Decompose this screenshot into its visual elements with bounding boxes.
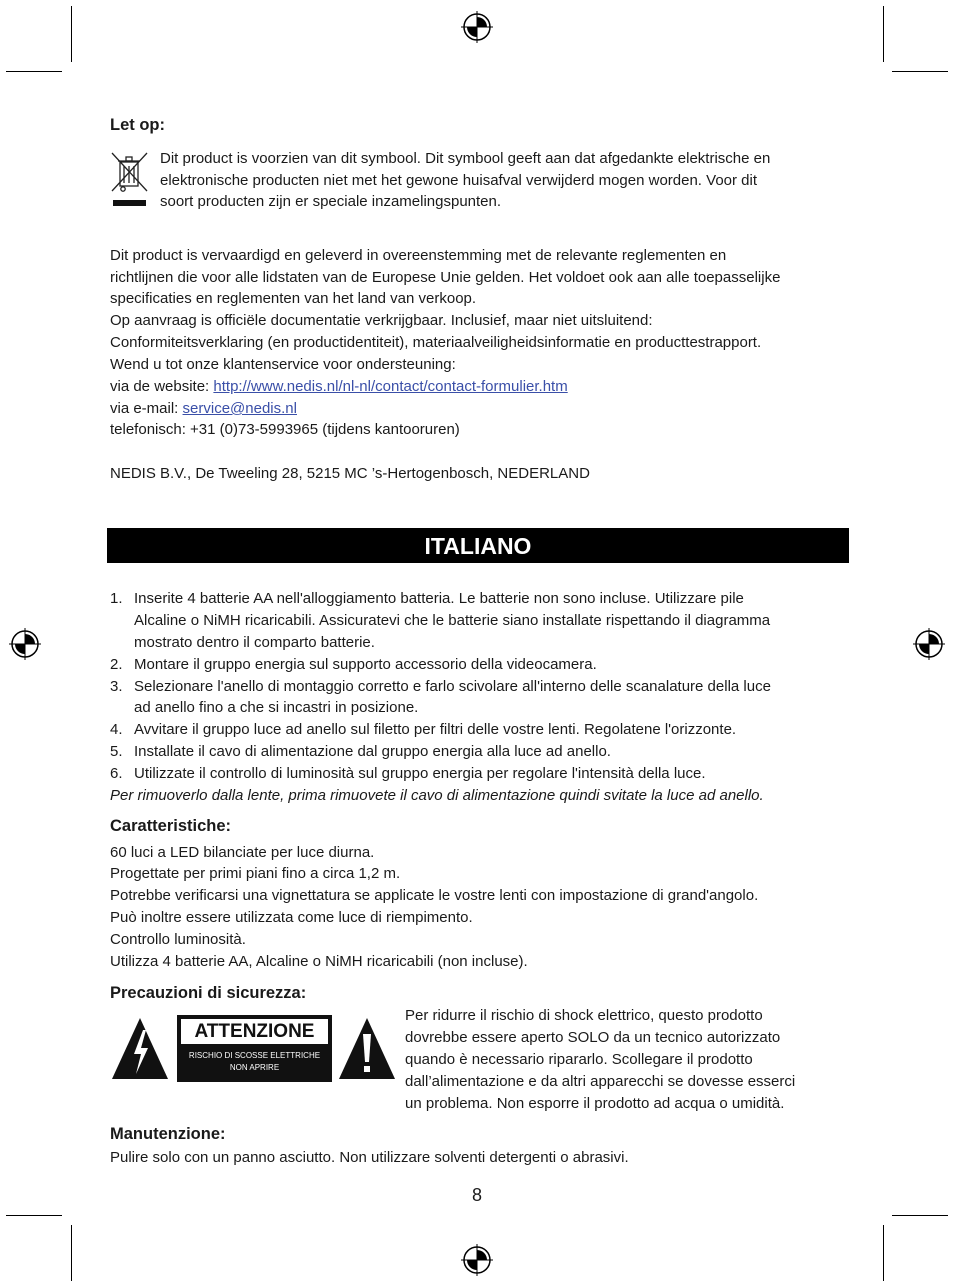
warning-line: NON APRIRE: [229, 1063, 280, 1072]
feature-line: 60 luci a LED bilanciate per luce diurna.: [110, 844, 375, 861]
safety-line: dall’alimentazione e da altri apparecchi se dovesse esserci: [405, 1073, 796, 1090]
trim-mark: [883, 6, 884, 62]
safety-line: quando è necessario ripararlo. Scollegare il prodotto: [405, 1051, 753, 1068]
weee-notice-line: soort producten zijn er speciale inzamelingspunten.: [160, 193, 502, 210]
safety-line: un problema. Non esporre il prodotto ad acqua o umidità.: [405, 1095, 785, 1112]
body-line: Dit product is vervaardigd en geleverd in overeenstemming met de relevante reglementen en: [110, 247, 727, 264]
electric-shock-warning-icon: [110, 1016, 170, 1081]
crossed-out-wheelie-bin-icon: [110, 150, 150, 210]
phone-line: telefonisch: +31 (0)73-5993965 (tijdens kantooruren): [110, 421, 460, 438]
list-text: Installate il cavo di alimentazione dal gruppo energia alla luce ad anello.: [134, 743, 611, 760]
general-warning-icon: [337, 1016, 397, 1081]
list-text: Avvitare il gruppo luce ad anello sul filetto per filtri delle vostre lenti. Regolatene l'orizzonte.: [134, 721, 737, 738]
section-heading-features: Caratteristiche:: [110, 817, 232, 835]
email-label: via e-mail:: [110, 400, 183, 417]
website-line: [110, 376, 568, 398]
email-line: [110, 398, 297, 420]
feature-line: Potrebbe verificarsi una vignettatura se applicate le vostre lenti con impostazione di grand'angolo.: [110, 887, 759, 904]
company-address: NEDIS B.V., De Tweeling 28, 5215 MC ’s-Hertogenbosch, NEDERLAND: [110, 465, 590, 482]
list-number: 1.: [110, 590, 123, 607]
weee-notice-line: elektronische producten niet met het gewone huisafval verwijderd mogen worden. Voor dit: [160, 172, 758, 189]
weee-notice-line: Dit product is voorzien van dit symbool. Dit symbool geeft aan dat afgedankte elektrische en: [160, 150, 771, 167]
list-number: 6.: [110, 765, 123, 782]
warning-label: [177, 1015, 332, 1082]
trim-mark: [6, 1215, 62, 1216]
registration-mark-icon: [9, 628, 41, 660]
section-heading-let-op: Let op:: [110, 116, 165, 134]
feature-line: Progettate per primi piani fino a circa 1,2 m.: [110, 865, 401, 882]
feature-line: Controllo luminosità.: [110, 931, 246, 948]
body-line: Op aanvraag is officiële documentatie verkrijgbaar. Inclusief, maar niet uitsluitend:: [110, 312, 653, 329]
list-number: 4.: [110, 721, 123, 738]
list-number: 5.: [110, 743, 123, 760]
trim-mark: [71, 1225, 72, 1281]
warning-title: ATTENZIONE: [181, 1019, 328, 1044]
trim-mark: [892, 71, 948, 72]
list-text: Selezionare l'anello di montaggio corretto e farlo scivolare all'interno delle scanalature della luce: [134, 678, 771, 695]
body-line: richtlijnen die voor alle lidstaten van de Europese Unie gelden. Het voldoet ook aan alle toepasselijke: [110, 269, 781, 286]
feature-line: Utilizza 4 batterie AA, Alcaline o NiMH ricaricabili (non incluse).: [110, 953, 528, 970]
safety-line: Per ridurre il rischio di shock elettrico, questo prodotto: [405, 1007, 763, 1024]
registration-mark-icon: [913, 628, 945, 660]
trim-mark: [6, 71, 62, 72]
list-text: Montare il gruppo energia sul supporto accessorio della videocamera.: [134, 656, 597, 673]
section-heading-maintenance: Manutenzione:: [110, 1125, 226, 1143]
list-text: Inserite 4 batterie AA nell'alloggiamento batteria. Le batterie non sono incluse. Utilizzare pile: [134, 590, 744, 607]
registration-mark-icon: [461, 1244, 493, 1276]
feature-line: Può inoltre essere utilizzata come luce di riempimento.: [110, 909, 473, 926]
list-text: mostrato dentro il comparto batterie.: [134, 634, 375, 651]
list-text: Utilizzate il controllo di luminosità sul gruppo energia per regolare l'intensità della luce.: [134, 765, 706, 782]
list-text: ad anello fino a che si incastri in posizione.: [134, 699, 419, 716]
body-line: specificaties en reglementen van het land van verkoop.: [110, 290, 477, 307]
trim-mark: [892, 1215, 948, 1216]
list-number: 3.: [110, 678, 123, 695]
body-line: Wend u tot onze klantenservice voor ondersteuning:: [110, 356, 456, 373]
trim-mark: [71, 6, 72, 62]
maintenance-text: Pulire solo con un panno asciutto. Non utilizzare solventi detergenti o abrasivi.: [110, 1149, 629, 1166]
list-text: Alcaline o NiMH ricaricabili. Assicuratevi che le batterie siano installate rispettando il diagramma: [134, 612, 771, 629]
safety-line: dovrebbe essere aperto SOLO da un tecnico autorizzato: [405, 1029, 781, 1046]
warning-line: RISCHIO DI SCOSSE ELETTRICHE: [188, 1051, 321, 1060]
section-heading-safety: Precauzioni di sicurezza:: [110, 984, 307, 1002]
trim-mark: [883, 1225, 884, 1281]
website-link[interactable]: http://www.nedis.nl/nl-nl/contact/contact-formulier.htm: [213, 378, 568, 395]
language-banner: ITALIANO: [107, 528, 849, 563]
email-link[interactable]: service@nedis.nl: [182, 400, 297, 417]
website-label: via de website:: [110, 378, 214, 395]
list-number: 2.: [110, 656, 123, 673]
body-line: Conformiteitsverklaring (en productidentiteit), materiaalveiligheidsinformatie en producttestrapport.: [110, 334, 762, 351]
removal-note: Per rimuoverlo dalla lente, prima rimuovete il cavo di alimentazione quindi svitate la luce ad anello.: [110, 787, 764, 804]
page-number: 8: [471, 1185, 482, 1205]
registration-mark-icon: [461, 11, 493, 43]
